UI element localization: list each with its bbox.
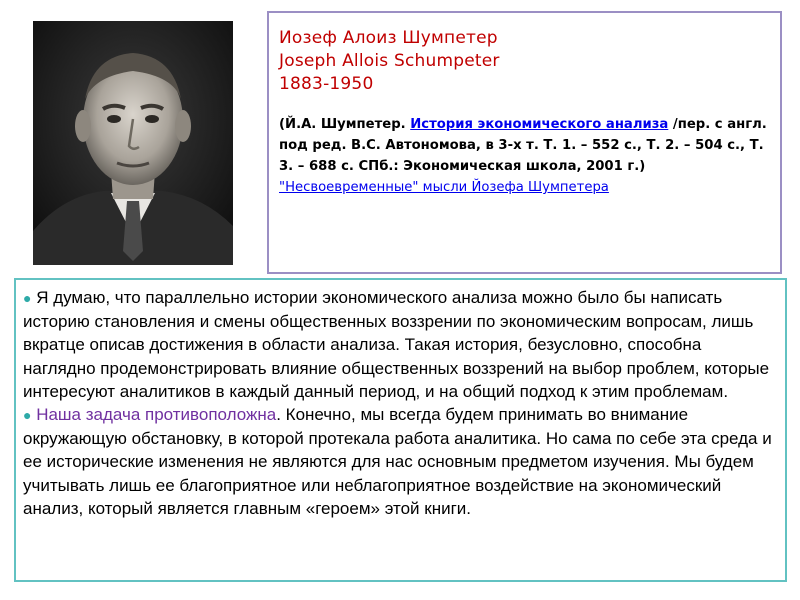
bullet-icon: ● <box>23 407 32 424</box>
quote-paragraph-2 <box>23 403 777 520</box>
citation <box>279 114 772 198</box>
paragraph-2-text: . Конечно, мы всегда будем принимать во внимание окружающую обстановку, в которой протекала работа аналитика. Но сама по себе эта среда и ее исторические изменения не являются для нас основным предметом изучения. Мы будем учитывать лишь ее благоприятное или неблагоприятное воздействие на экономический анализ, который является главным «героем» этой книги. <box>23 405 772 518</box>
article-link[interactable]: "Несвоевременные" мысли Йозефа Шумпетера <box>279 180 609 195</box>
quote-paragraph-1 <box>23 286 777 403</box>
life-years: 1883-1950 <box>279 74 374 94</box>
info-box <box>267 11 782 274</box>
bullet-icon: ● <box>23 290 32 306</box>
citation-prefix: (Й.А. Шумпетер. <box>279 117 411 132</box>
name-russian: Иозеф Алоиз Шумпетер <box>279 28 498 48</box>
highlight-text: Наша задача противоположна <box>31 405 277 425</box>
citation-details: /пер. с англ. под ред. В.С. Автономова, в 3-х т. Т. 1. – 552 с., Т. 2. – 504 с., Т. 3. – 688 с. СПб.: Экономическая школа, 2001 г.) <box>279 117 767 174</box>
name-english: Joseph Allois Schumpeter <box>279 51 500 71</box>
book-link[interactable]: История экономического анализа <box>410 117 669 132</box>
paragraph-1-text: Я думаю, что параллельно истории экономического анализа можно было бы написать историю становления и смены общественных воззрении по экономическим вопросам, лишь вкратце описав достижения в области анализа. Такая история, безусловно, способна наглядно продемонстрировать влияние общественных воззрений на выбор проблем, которые интересуют аналитиков в каждый данный период, и на общий подход к этим проблемам. <box>23 288 770 401</box>
portrait-photo <box>33 21 233 265</box>
quote-box <box>14 278 787 582</box>
